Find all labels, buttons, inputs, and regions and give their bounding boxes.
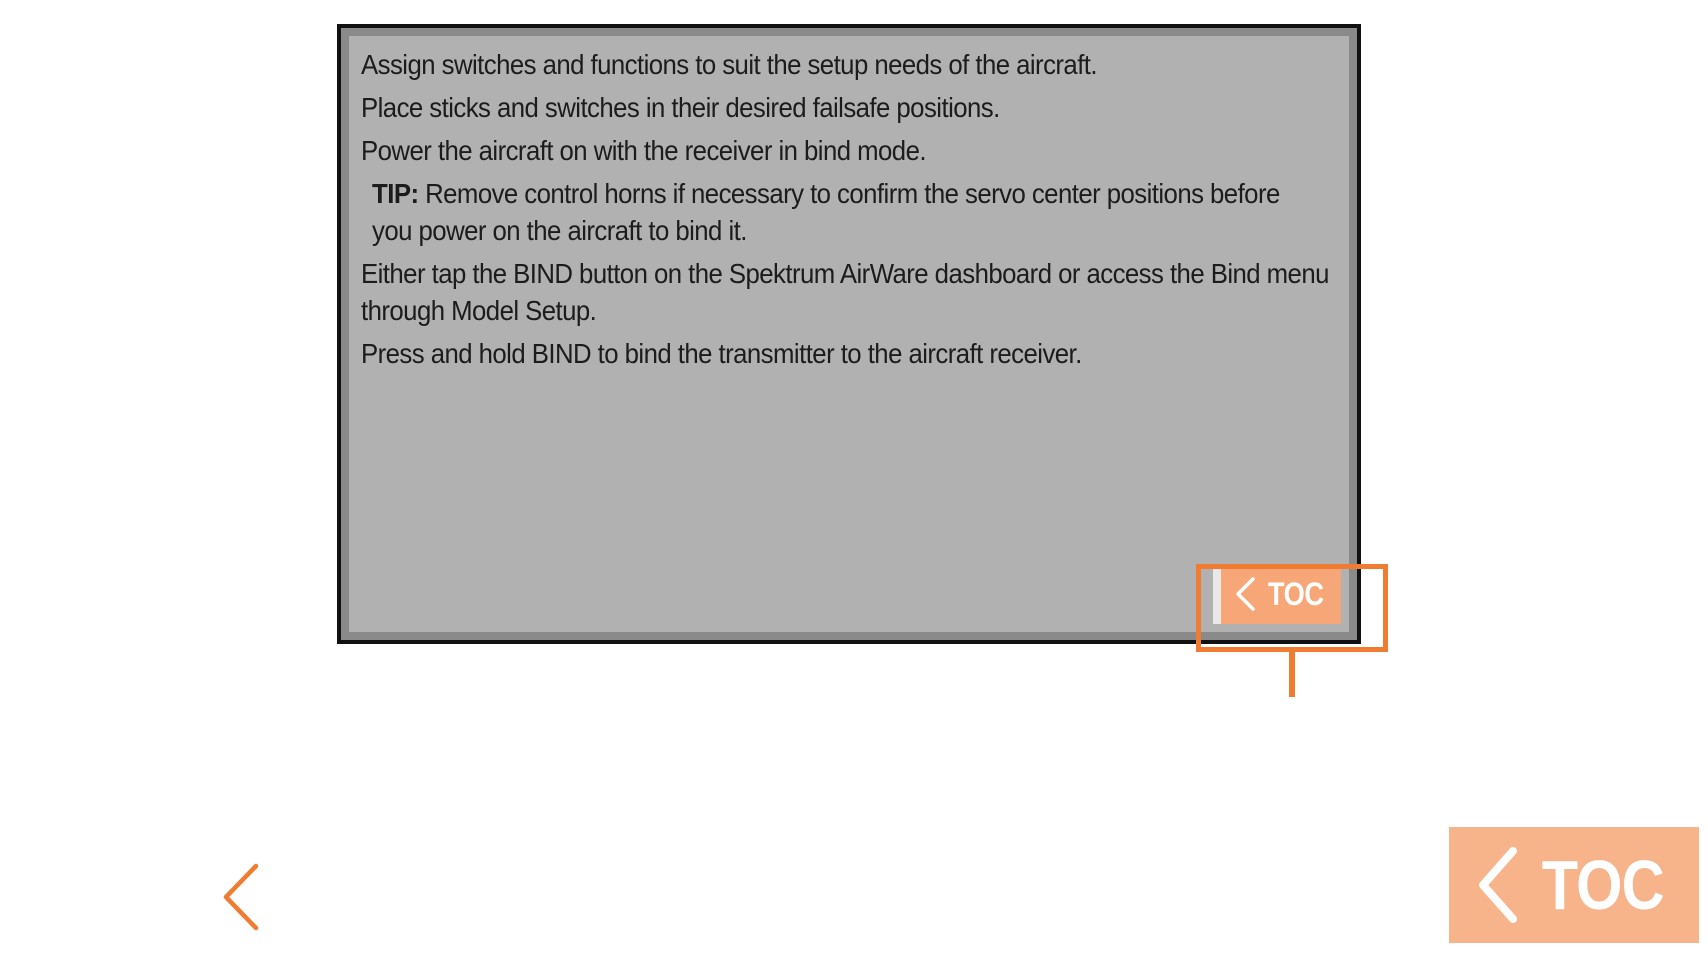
screen-content	[349, 36, 1349, 632]
instruction-line-4: Either tap the BIND button on the Spektrum AirWare dashboard or access the Bind menu through Model Setup.	[361, 258, 1329, 326]
callout-highlight	[1196, 564, 1388, 652]
instruction-line-3: Power the aircraft on with the receiver in bind mode.	[361, 135, 926, 166]
screen-toc-label: TOC	[1268, 575, 1324, 612]
instruction-line-2: Place sticks and switches in their desired failsafe positions.	[361, 92, 1000, 123]
toc-button[interactable]	[1449, 827, 1699, 943]
device-screen	[337, 24, 1361, 644]
instruction-line-5: Press and hold BIND to bind the transmitter to the aircraft receiver.	[361, 338, 1082, 369]
tip-note	[361, 175, 1310, 249]
toc-button-label: TOC	[1542, 846, 1664, 924]
callout-leader-line	[1289, 652, 1295, 697]
back-arrow-icon[interactable]	[218, 862, 268, 932]
tip-label: TIP:	[372, 178, 419, 209]
tip-text: Remove control horns if necessary to confirm the servo center positions before you power on the aircraft to bind it.	[372, 178, 1280, 246]
instruction-line-1: Assign switches and functions to suit the setup needs of the aircraft.	[361, 49, 1098, 80]
chevron-left-icon	[1473, 845, 1521, 925]
